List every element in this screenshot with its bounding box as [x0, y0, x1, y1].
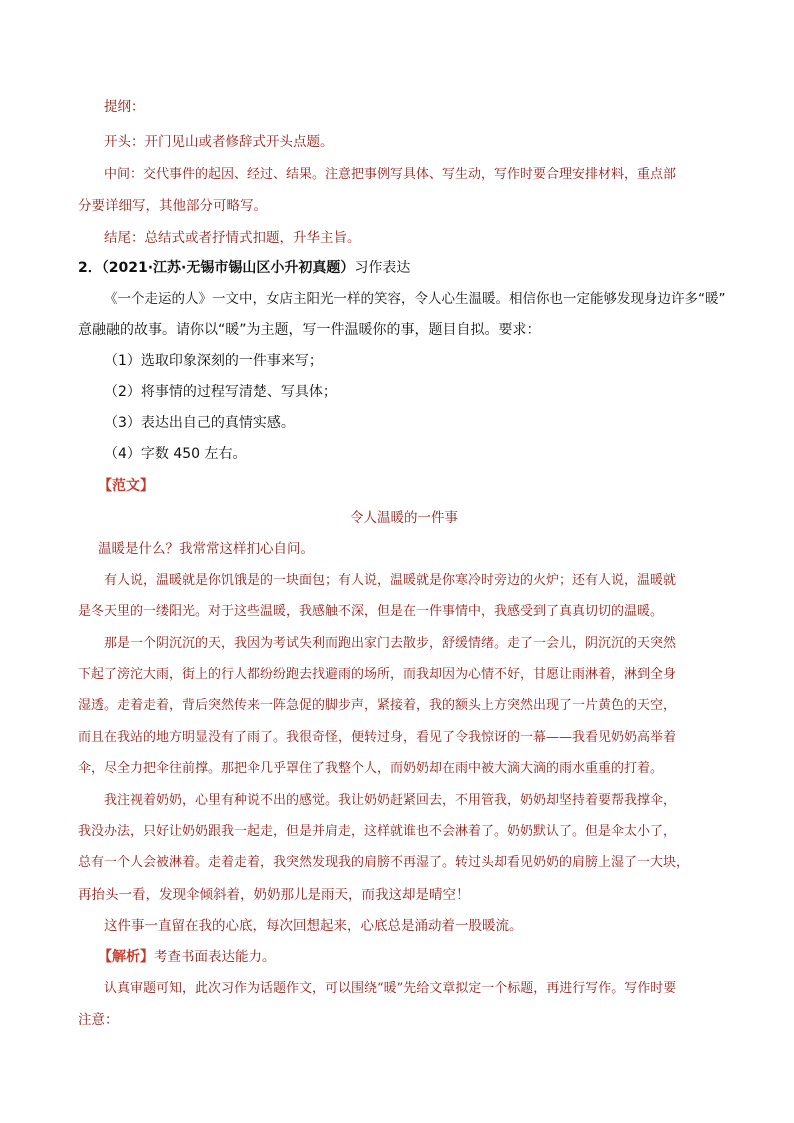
essay-line: 而且在我站的地方明显没有了雨了。我很奇怪，便转过身，看见了令我惊讶的一幕——我看见奶奶高举着	[78, 730, 677, 745]
outline-ending: 结尾：总结式或者抒情式扣题，升华主旨。	[104, 230, 361, 246]
question-number: 2．	[78, 260, 102, 276]
essay-line: 我注视着奶奶，心里有种说不出的感觉。我让奶奶赶紧回去，不用管我，奶奶却坚持着要帮我撑伞，	[104, 793, 677, 808]
outline-middle-line-1: 中间：交代事件的起因、经过、结果。注意把事例写具体、写生动，写作时要合理安排材料，重点部	[104, 167, 677, 182]
analysis-line-1: 认真审题可知，此次习作为话题作文，可以围绕“暖”先给文章拟定一个标题，再进行写作。写作时要	[104, 981, 677, 996]
question-heading	[78, 258, 410, 278]
outline-opening: 开头：开门见山或者修辞式开头点题。	[104, 134, 334, 150]
analysis-heading	[98, 947, 276, 967]
question-prompt-line-1: 《一个走运的人》一文中，女店主阳光一样的笑容，令人心生温暖。相信你也一定能够发现身边许多“暖”	[104, 291, 726, 307]
requirement-2: （2）将事情的过程写清楚、写具体；	[104, 384, 337, 400]
essay-line: 是冬天里的一缕阳光。对于这些温暖，我感触不深，但是在一件事情中，我感受到了真真切切的温暖。	[78, 604, 664, 619]
analysis-text: 考查书面表达能力。	[154, 949, 276, 965]
question-source: （2021·江苏·无锡市锡山区小升初真题）	[101, 260, 355, 276]
essay-line: 我没办法，只好让奶奶跟我一起走，但是并肩走，这样就谁也不会淋着了。奶奶默认了。但是伞太小了，	[78, 824, 677, 839]
model-essay-title: 令人温暖的一件事	[350, 510, 458, 526]
requirement-1: （1）选取印象深刻的一件事来写；	[104, 353, 323, 369]
requirement-3: （3）表达出自己的真情实感。	[104, 415, 295, 431]
analysis-line-2: 注意：	[78, 1012, 119, 1028]
model-essay-label: 【范文】	[98, 478, 154, 494]
question-prompt-line-2: 意融融的故事。请你以“暖”为主题，写一件温暖你的事，题目自拟。要求：	[78, 322, 541, 338]
essay-line: 总有一个人会被淋着。走着走着，我突然发现我的肩膀不再湿了。转过头却看见奶奶的肩膀上湿了一大块，	[78, 855, 690, 870]
essay-line: 温暖是什么？我常常这样扪心自问。	[98, 541, 314, 557]
analysis-label: 【解析】	[98, 949, 154, 965]
outline-middle-line-2: 分要详细写，其他部分可略写。	[78, 198, 267, 214]
essay-line: 伞，尽全力把伞往前撑。那把伞几乎罩住了我整个人，而奶奶却在雨中被大滴大滴的雨水重重的打着。	[78, 761, 664, 776]
outline-label: 提纲：	[104, 99, 145, 115]
essay-line: 下起了滂沱大雨，街上的行人都纷纷跑去找避雨的场所，而我却因为心情不好，甘愿让雨淋着，淋到全身	[78, 667, 677, 682]
question-type: 习作表达	[354, 260, 411, 276]
essay-line: 再抬头一看，发现伞倾斜着，奶奶那儿是雨天，而我这却是晴空！	[78, 887, 470, 903]
essay-line: 这件事一直留在我的心底，每次回想起来，心底总是涌动着一股暖流。	[104, 918, 523, 934]
essay-line: 那是一个阴沉沉的天，我因为考试失利而跑出家门去散步，舒缓情绪。走了一会儿，阴沉沉的天突然	[104, 636, 677, 651]
requirement-4: （4）字数 450 左右。	[104, 446, 247, 462]
essay-line: 湿透。走着走着，背后突然传来一阵急促的脚步声，紧接着，我的额头上方突然出现了一片黄色的天空，	[78, 698, 677, 713]
essay-line: 有人说，温暖就是你饥饿是的一块面包；有人说，温暖就是你寒冷时旁边的火炉；还有人说，温暖就	[104, 573, 677, 588]
